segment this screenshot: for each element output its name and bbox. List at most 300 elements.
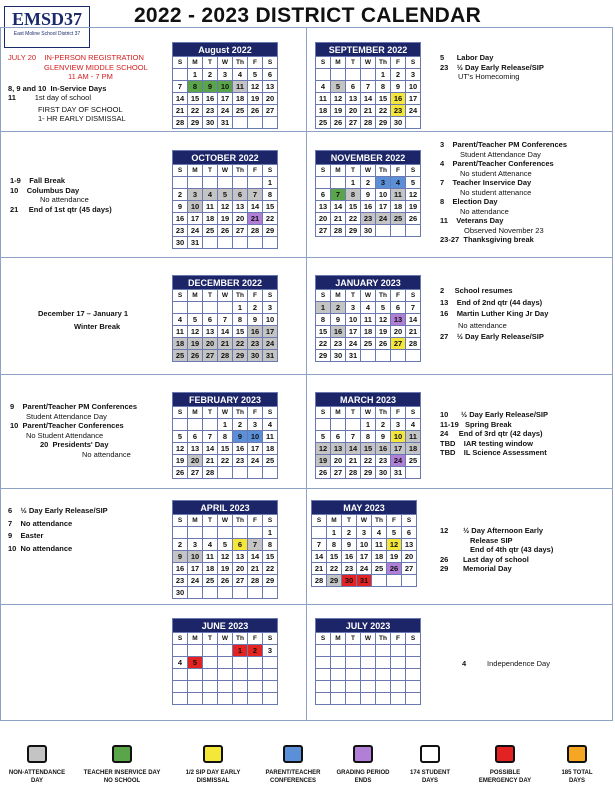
day-cell xyxy=(391,225,406,237)
day-cell: 30 xyxy=(361,225,376,237)
day-cell: 12 xyxy=(316,443,331,455)
day-cell: 25 xyxy=(361,338,376,350)
day-cell: 11 xyxy=(203,551,218,563)
legend-item xyxy=(180,745,246,785)
day-cell: 2 xyxy=(173,189,188,201)
day-cell: 23 xyxy=(233,455,248,467)
day-cell: 1 xyxy=(218,419,233,431)
day-cell: 20 xyxy=(188,455,203,467)
event-text: Memorial Day xyxy=(462,564,512,573)
day-cell: 3 xyxy=(218,69,233,81)
day-cell xyxy=(331,419,346,431)
day-cell xyxy=(233,117,248,129)
day-cell: 21 xyxy=(248,563,263,575)
day-cell: 8 xyxy=(346,189,361,201)
day-cell: 28 xyxy=(248,575,263,587)
month-calendar-january xyxy=(315,275,421,362)
day-cell: 14 xyxy=(346,443,361,455)
day-cell: 19 xyxy=(218,563,233,575)
day-cell: 20 xyxy=(233,563,248,575)
event-text: Spring Break xyxy=(465,419,512,429)
day-cell xyxy=(248,669,263,681)
day-cell xyxy=(248,237,263,249)
day-cell: 15 xyxy=(327,551,342,563)
event-text: FIRST DAY OF SCHOOL xyxy=(38,104,123,114)
event-date: 7 xyxy=(440,178,445,187)
day-cell xyxy=(361,669,376,681)
day-cell xyxy=(188,302,203,314)
event-date: 4 xyxy=(440,159,445,168)
weekday-label: Th xyxy=(376,57,391,69)
weekday-label: S xyxy=(263,290,278,302)
event-date: 11-19 xyxy=(440,419,459,429)
event-text: No attendance xyxy=(458,320,507,330)
day-cell: 4 xyxy=(203,189,218,201)
event-date: JULY 20 xyxy=(8,53,37,62)
day-cell: 17 xyxy=(188,563,203,575)
day-cell xyxy=(173,527,188,539)
day-cell: 1 xyxy=(263,177,278,189)
day-cell: 19 xyxy=(218,213,233,225)
month-calendar-december xyxy=(172,275,278,362)
day-cell xyxy=(203,669,218,681)
day-cell: 22 xyxy=(218,455,233,467)
day-cell: 22 xyxy=(233,338,248,350)
legend-swatch xyxy=(112,745,132,763)
day-cell: 21 xyxy=(312,563,327,575)
day-cell: 24 xyxy=(188,225,203,237)
event-text: No attendance xyxy=(20,518,73,528)
day-cell xyxy=(233,527,248,539)
day-cell: 5 xyxy=(331,81,346,93)
day-cell: 11 xyxy=(263,431,278,443)
day-cell: 28 xyxy=(203,467,218,479)
day-cell xyxy=(316,681,331,693)
event-text: No attendance xyxy=(460,206,509,216)
day-cell: 21 xyxy=(361,105,376,117)
day-cell: 13 xyxy=(188,443,203,455)
month-name: SEPTEMBER 2022 xyxy=(316,43,421,57)
day-cell: 17 xyxy=(346,326,361,338)
month-name: JANUARY 2023 xyxy=(316,276,421,290)
day-cell: 13 xyxy=(233,551,248,563)
event-date: 8 xyxy=(440,197,445,206)
day-cell xyxy=(331,69,346,81)
day-cell xyxy=(188,177,203,189)
day-cell: 22 xyxy=(188,105,203,117)
day-cell xyxy=(331,669,346,681)
legend-label: 185 TOTAL DAYS xyxy=(561,770,593,784)
day-cell xyxy=(188,681,203,693)
day-cell xyxy=(346,681,361,693)
event-text: End of 1st qtr (45 days) xyxy=(28,204,112,214)
event-text: No attendance xyxy=(20,543,73,553)
day-cell xyxy=(203,657,218,669)
weekday-label: M xyxy=(188,165,203,177)
day-cell: 24 xyxy=(346,338,361,350)
event-text: No student attenance xyxy=(460,187,532,197)
weekday-label: M xyxy=(331,290,346,302)
day-cell: 9 xyxy=(376,431,391,443)
day-cell: 24 xyxy=(391,455,406,467)
day-cell xyxy=(263,669,278,681)
event-date: TBD xyxy=(440,448,456,457)
day-cell: 2 xyxy=(361,177,376,189)
weekday-label: M xyxy=(327,515,342,527)
day-cell: 15 xyxy=(346,201,361,213)
day-cell: 6 xyxy=(188,431,203,443)
day-cell xyxy=(346,657,361,669)
month-name: APRIL 2023 xyxy=(173,501,278,515)
day-cell: 12 xyxy=(218,551,233,563)
day-cell: 11 xyxy=(361,314,376,326)
event-text: ½ Day Afternoon Early xyxy=(462,526,544,535)
day-cell xyxy=(263,693,278,705)
day-cell xyxy=(218,527,233,539)
day-cell xyxy=(346,645,361,657)
day-cell: 7 xyxy=(203,431,218,443)
day-cell: 1 xyxy=(188,69,203,81)
day-cell: 3 xyxy=(263,645,278,657)
day-cell: 28 xyxy=(331,225,346,237)
event-text: 1- HR EARLY DISMISSAL xyxy=(38,114,126,123)
day-cell: 26 xyxy=(173,467,188,479)
day-cell xyxy=(203,681,218,693)
weekday-label: F xyxy=(248,407,263,419)
day-cell xyxy=(391,693,406,705)
day-cell: 27 xyxy=(233,575,248,587)
day-cell xyxy=(248,467,263,479)
day-cell: 6 xyxy=(402,527,417,539)
weekday-label: T xyxy=(346,165,361,177)
day-cell xyxy=(248,177,263,189)
day-cell: 20 xyxy=(233,213,248,225)
day-cell: 18 xyxy=(203,563,218,575)
day-cell xyxy=(316,177,331,189)
day-cell: 12 xyxy=(406,189,421,201)
day-cell: 16 xyxy=(233,443,248,455)
event-text: Parent/Teacher PM Conferences xyxy=(452,140,568,149)
day-cell xyxy=(263,681,278,693)
day-cell xyxy=(233,693,248,705)
day-cell xyxy=(316,657,331,669)
day-cell: 25 xyxy=(263,455,278,467)
day-cell: 16 xyxy=(173,563,188,575)
event-text: Release SIP xyxy=(470,535,513,545)
legend-label: TEACHER INSERVICE DAY NO SCHOOL xyxy=(83,770,161,784)
event-date: 20 xyxy=(40,440,49,449)
day-cell: 2 xyxy=(203,69,218,81)
day-cell: 3 xyxy=(391,419,406,431)
event-date: 29 xyxy=(440,564,449,573)
event-text: Martin Luther King Jr Day xyxy=(456,309,549,318)
day-cell: 26 xyxy=(387,563,402,575)
day-cell: 24 xyxy=(406,105,421,117)
day-cell: 3 xyxy=(346,302,361,314)
day-cell: 4 xyxy=(391,177,406,189)
weekday-label: S xyxy=(312,515,327,527)
day-cell: 5 xyxy=(376,302,391,314)
day-cell xyxy=(203,177,218,189)
day-cell: 4 xyxy=(372,527,387,539)
day-cell xyxy=(406,117,421,129)
day-cell xyxy=(218,669,233,681)
day-cell: 31 xyxy=(346,350,361,362)
events-january xyxy=(440,286,548,342)
day-cell: 16 xyxy=(248,326,263,338)
day-cell: 17 xyxy=(406,93,421,105)
month-name: MAY 2023 xyxy=(312,501,417,515)
day-cell: 8 xyxy=(316,314,331,326)
day-cell xyxy=(376,693,391,705)
event-text: Parent/Teacher PM Conferences xyxy=(22,402,138,411)
weekday-label: T xyxy=(203,407,218,419)
weekday-label: S xyxy=(406,633,421,645)
event-text: Easter xyxy=(20,531,44,540)
day-cell xyxy=(406,669,421,681)
day-cell xyxy=(361,350,376,362)
weekday-label: T xyxy=(203,57,218,69)
day-cell: 3 xyxy=(376,177,391,189)
day-cell: 22 xyxy=(376,105,391,117)
day-cell xyxy=(331,693,346,705)
events-july xyxy=(462,659,550,669)
day-cell: 25 xyxy=(173,350,188,362)
legend-swatch xyxy=(283,745,303,763)
day-cell: 19 xyxy=(248,93,263,105)
day-cell: 23 xyxy=(203,105,218,117)
weekday-label: S xyxy=(402,515,417,527)
day-cell: 9 xyxy=(248,314,263,326)
day-cell: 17 xyxy=(218,93,233,105)
day-cell: 1 xyxy=(263,527,278,539)
month-calendar-august xyxy=(172,42,278,129)
day-cell: 5 xyxy=(188,657,203,669)
weekday-label: F xyxy=(248,165,263,177)
day-cell xyxy=(203,237,218,249)
month-calendar-may xyxy=(311,500,417,587)
event-date: 1-9 xyxy=(10,176,21,185)
event-text: December 17 – January 1 xyxy=(38,309,129,318)
weekday-label: M xyxy=(331,165,346,177)
weekday-label: T xyxy=(203,290,218,302)
weekday-label: S xyxy=(263,633,278,645)
day-cell: 23 xyxy=(173,575,188,587)
weekday-label: Th xyxy=(233,57,248,69)
event-text: Veterans Day xyxy=(456,216,504,225)
legend-item xyxy=(474,745,536,785)
day-cell: 3 xyxy=(357,527,372,539)
day-cell: 22 xyxy=(316,338,331,350)
day-cell xyxy=(331,657,346,669)
day-cell: 27 xyxy=(391,338,406,350)
day-cell: 11 xyxy=(391,189,406,201)
day-cell: 24 xyxy=(263,338,278,350)
day-cell: 16 xyxy=(331,326,346,338)
weekday-label: M xyxy=(188,57,203,69)
day-cell xyxy=(391,657,406,669)
page-title: 2022 - 2023 DISTRICT CALENDAR xyxy=(133,4,482,27)
weekday-label: S xyxy=(316,633,331,645)
day-cell: 7 xyxy=(406,302,421,314)
day-cell: 6 xyxy=(203,314,218,326)
day-cell: 5 xyxy=(248,69,263,81)
weekday-label: M xyxy=(331,57,346,69)
day-cell xyxy=(316,693,331,705)
day-cell: 9 xyxy=(342,539,357,551)
day-cell xyxy=(406,225,421,237)
day-cell: 13 xyxy=(402,539,417,551)
event-text: Student Attendance Day xyxy=(460,149,541,159)
weekday-label: F xyxy=(391,633,406,645)
day-cell xyxy=(346,69,361,81)
day-cell: 16 xyxy=(173,213,188,225)
day-cell: 14 xyxy=(331,201,346,213)
day-cell xyxy=(331,681,346,693)
day-cell xyxy=(376,669,391,681)
day-cell: 10 xyxy=(406,81,421,93)
day-cell: 21 xyxy=(346,455,361,467)
weekday-label: F xyxy=(387,515,402,527)
day-cell: 14 xyxy=(361,93,376,105)
day-cell xyxy=(248,657,263,669)
day-cell: 8 xyxy=(233,314,248,326)
day-cell: 6 xyxy=(346,81,361,93)
weekday-label: S xyxy=(173,165,188,177)
weekday-label: F xyxy=(248,57,263,69)
day-cell: 19 xyxy=(188,338,203,350)
day-cell: 5 xyxy=(406,177,421,189)
day-cell xyxy=(263,117,278,129)
weekday-label: T xyxy=(346,633,361,645)
day-cell xyxy=(188,645,203,657)
day-cell xyxy=(248,527,263,539)
legend-swatch xyxy=(353,745,373,763)
day-cell: 30 xyxy=(342,575,357,587)
day-cell: 25 xyxy=(203,225,218,237)
month-name: MARCH 2023 xyxy=(316,393,421,407)
day-cell: 15 xyxy=(233,326,248,338)
day-cell: 20 xyxy=(316,213,331,225)
legend-label: GRADING PERIOD ENDS xyxy=(336,770,390,784)
day-cell: 31 xyxy=(188,237,203,249)
day-cell: 10 xyxy=(357,539,372,551)
day-cell: 8 xyxy=(263,189,278,201)
day-cell: 22 xyxy=(263,563,278,575)
events-march xyxy=(440,410,548,458)
day-cell xyxy=(248,693,263,705)
weekday-label: M xyxy=(188,407,203,419)
day-cell: 7 xyxy=(312,539,327,551)
event-date: 12 xyxy=(440,526,449,535)
day-cell: 30 xyxy=(173,587,188,599)
weekday-label: S xyxy=(263,515,278,527)
day-cell: 27 xyxy=(203,350,218,362)
legend-label: 1/2 SIP DAY EARLY DISMISSAL xyxy=(185,770,241,784)
month-name: JUNE 2023 xyxy=(173,619,278,633)
weekday-label: W xyxy=(361,407,376,419)
events-april xyxy=(8,506,108,553)
day-cell: 20 xyxy=(331,455,346,467)
weekday-label: S xyxy=(316,407,331,419)
day-cell: 25 xyxy=(316,117,331,129)
day-cell: 11 xyxy=(173,326,188,338)
day-cell: 7 xyxy=(248,539,263,551)
day-cell: 20 xyxy=(346,105,361,117)
weekday-label: S xyxy=(316,57,331,69)
day-cell: 23 xyxy=(361,213,376,225)
weekday-label: S xyxy=(173,407,188,419)
weekday-label: S xyxy=(316,165,331,177)
day-cell xyxy=(173,693,188,705)
day-cell xyxy=(406,681,421,693)
day-cell: 11 xyxy=(406,431,421,443)
day-cell: 24 xyxy=(376,213,391,225)
event-text: ½ Day Early Release/SIP xyxy=(20,506,108,515)
day-cell: 2 xyxy=(248,302,263,314)
day-cell: 14 xyxy=(406,314,421,326)
day-cell: 26 xyxy=(406,213,421,225)
day-cell: 21 xyxy=(406,326,421,338)
event-text: End of 3rd qtr (42 days) xyxy=(458,429,543,438)
day-cell xyxy=(233,657,248,669)
day-cell: 17 xyxy=(263,326,278,338)
event-date: 5 xyxy=(440,53,445,62)
day-cell: 15 xyxy=(263,551,278,563)
legend-label: POSSIBLE EMERGENCY DAY xyxy=(478,770,532,784)
legend-label: NON-ATTENDANCE DAY xyxy=(8,770,66,784)
weekday-label: Th xyxy=(233,407,248,419)
legend-swatch xyxy=(495,745,515,763)
event-date: 23 xyxy=(440,62,449,72)
day-cell: 4 xyxy=(316,81,331,93)
day-cell xyxy=(376,350,391,362)
day-cell: 15 xyxy=(218,443,233,455)
day-cell: 27 xyxy=(331,467,346,479)
day-cell xyxy=(263,657,278,669)
event-date: 11 xyxy=(440,216,448,225)
day-cell: 18 xyxy=(372,551,387,563)
day-cell: 26 xyxy=(218,575,233,587)
day-cell: 28 xyxy=(361,117,376,129)
day-cell xyxy=(218,237,233,249)
weekday-label: T xyxy=(342,515,357,527)
day-cell: 25 xyxy=(203,575,218,587)
event-text: Teacher Inservice Day xyxy=(452,178,532,187)
day-cell xyxy=(376,225,391,237)
day-cell: 18 xyxy=(203,213,218,225)
day-cell xyxy=(173,177,188,189)
day-cell: 18 xyxy=(316,105,331,117)
event-text: UT's Homecoming xyxy=(458,72,520,81)
day-cell: 4 xyxy=(173,314,188,326)
event-date: 9 xyxy=(10,402,15,411)
day-cell xyxy=(263,587,278,599)
day-cell xyxy=(331,645,346,657)
day-cell: 25 xyxy=(233,105,248,117)
event-date: 7 xyxy=(8,518,13,528)
day-cell: 8 xyxy=(327,539,342,551)
day-cell: 12 xyxy=(248,81,263,93)
day-cell: 23 xyxy=(331,338,346,350)
legend-swatch xyxy=(567,745,587,763)
day-cell: 4 xyxy=(406,419,421,431)
weekday-label: S xyxy=(406,165,421,177)
day-cell xyxy=(188,527,203,539)
day-cell: 28 xyxy=(218,350,233,362)
weekday-label: M xyxy=(188,633,203,645)
day-cell: 29 xyxy=(346,225,361,237)
